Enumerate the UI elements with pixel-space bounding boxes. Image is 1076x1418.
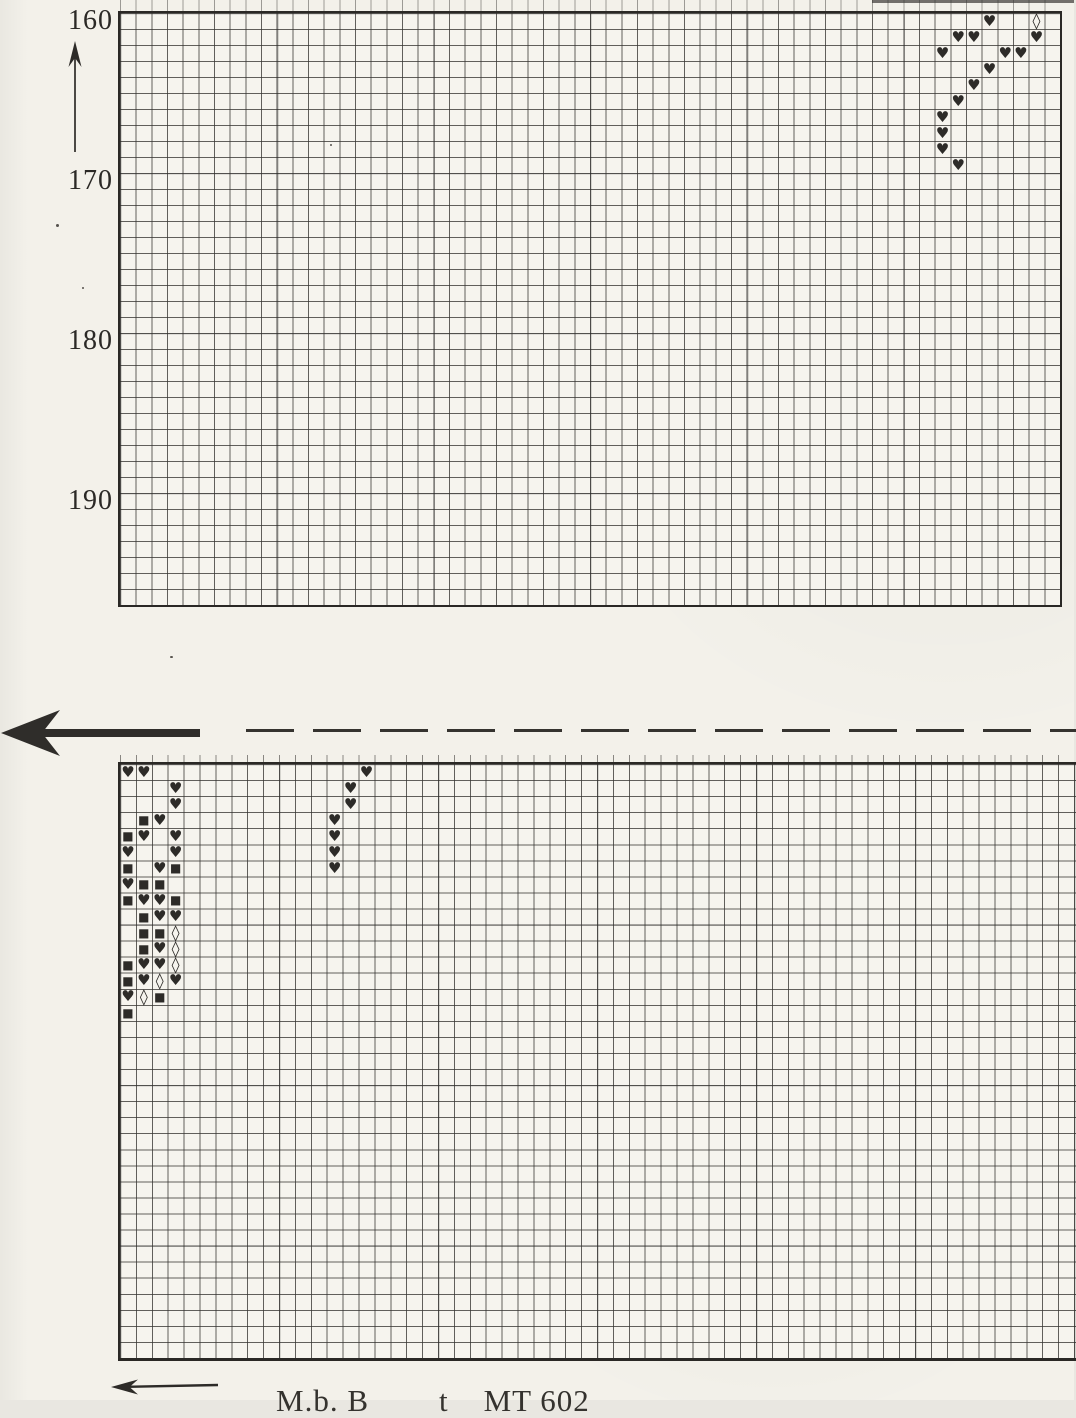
square-icon: ■: [122, 829, 134, 844]
heart-icon: ♥: [153, 939, 167, 958]
heart-icon: ♥: [153, 907, 167, 925]
heart-icon: ♥: [951, 155, 965, 174]
heart-icon: ♥: [951, 91, 965, 110]
heart-icon: ♥: [935, 107, 950, 126]
row-number-label: 160: [68, 5, 113, 36]
row-number-label: 190: [68, 485, 113, 516]
fold-dashed-line: [246, 729, 1076, 732]
square-icon: ■: [138, 813, 150, 828]
heart-icon: ♥: [153, 858, 167, 877]
heart-icon: ♥: [935, 123, 950, 142]
heart-icon: ♥: [121, 842, 135, 861]
heart-icon: ♥: [935, 139, 950, 158]
heart-icon: ♥: [153, 890, 167, 909]
heart-icon: ♥: [982, 59, 997, 78]
paper-speck: [56, 224, 59, 227]
square-icon: ■: [154, 925, 166, 940]
fold-left-arrow-icon: [0, 707, 205, 759]
heart-icon: ♥: [153, 810, 167, 829]
square-icon: ■: [169, 893, 182, 908]
heart-icon: ♥: [168, 794, 183, 813]
heart-icon: ♥: [1029, 27, 1044, 46]
diamond-icon: ◊: [171, 922, 180, 942]
heart-icon: ♥: [137, 826, 151, 845]
square-icon: ■: [122, 1005, 134, 1020]
square-icon: ■: [122, 893, 134, 908]
footer-left-arrow-icon: [110, 1377, 222, 1397]
heart-icon: ♥: [327, 858, 342, 877]
footer-caption: M.b. B t MT 602: [276, 1383, 590, 1418]
heart-icon: ♥: [998, 43, 1012, 62]
heart-icon: ♥: [327, 826, 342, 845]
square-icon: ■: [169, 861, 182, 876]
row-number-label: 170: [68, 165, 113, 196]
scan-edge-artifact: [872, 0, 1074, 3]
diamond-icon: ◊: [155, 970, 164, 990]
square-icon: ■: [154, 989, 166, 1004]
heart-icon: ♥: [327, 810, 342, 829]
paper-speck: [82, 287, 84, 289]
heart-icon: ♥: [343, 778, 358, 797]
heart-icon: ♥: [137, 890, 151, 909]
heart-icon: ♥: [359, 762, 374, 781]
square-icon: ■: [138, 877, 150, 892]
heart-icon: ♥: [121, 874, 135, 893]
heart-icon: ♥: [121, 762, 135, 781]
bottom-pattern-grid: [118, 762, 1076, 1361]
top-pattern-grid: [118, 11, 1062, 607]
up-arrow-icon: [64, 40, 86, 156]
square-icon: ■: [154, 877, 166, 892]
heart-icon: ♥: [168, 907, 183, 925]
heart-icon: ♥: [137, 971, 151, 990]
heart-icon: ♥: [137, 955, 151, 974]
heart-icon: ♥: [168, 826, 183, 845]
square-icon: ■: [122, 973, 134, 988]
square-icon: ■: [122, 957, 134, 972]
diamond-icon: ◊: [171, 938, 180, 958]
square-icon: ■: [138, 909, 150, 924]
heart-icon: ♥: [327, 842, 342, 861]
diamond-icon: ◊: [139, 986, 148, 1006]
square-icon: ■: [138, 941, 150, 956]
heart-icon: ♥: [951, 27, 965, 46]
paper-speck: [330, 144, 332, 146]
heart-icon: ♥: [168, 778, 183, 797]
grid-line-stubs-bottom: [120, 755, 1074, 762]
diamond-icon: ◊: [1032, 11, 1041, 30]
heart-icon: ♥: [967, 27, 981, 46]
heart-icon: ♥: [121, 987, 135, 1006]
heart-icon: ♥: [935, 43, 950, 62]
square-icon: ■: [138, 925, 150, 940]
heart-icon: ♥: [1014, 43, 1028, 62]
heart-icon: ♥: [168, 971, 183, 990]
heart-icon: ♥: [153, 955, 167, 974]
heart-icon: ♥: [137, 762, 151, 781]
row-number-label: 180: [68, 325, 113, 356]
square-icon: ■: [122, 861, 134, 876]
heart-icon: ♥: [343, 794, 358, 813]
heart-icon: ♥: [982, 11, 997, 30]
heart-icon: ♥: [168, 842, 183, 861]
diamond-icon: ◊: [171, 954, 180, 974]
paper-speck: [170, 656, 173, 658]
heart-icon: ♥: [967, 75, 981, 94]
